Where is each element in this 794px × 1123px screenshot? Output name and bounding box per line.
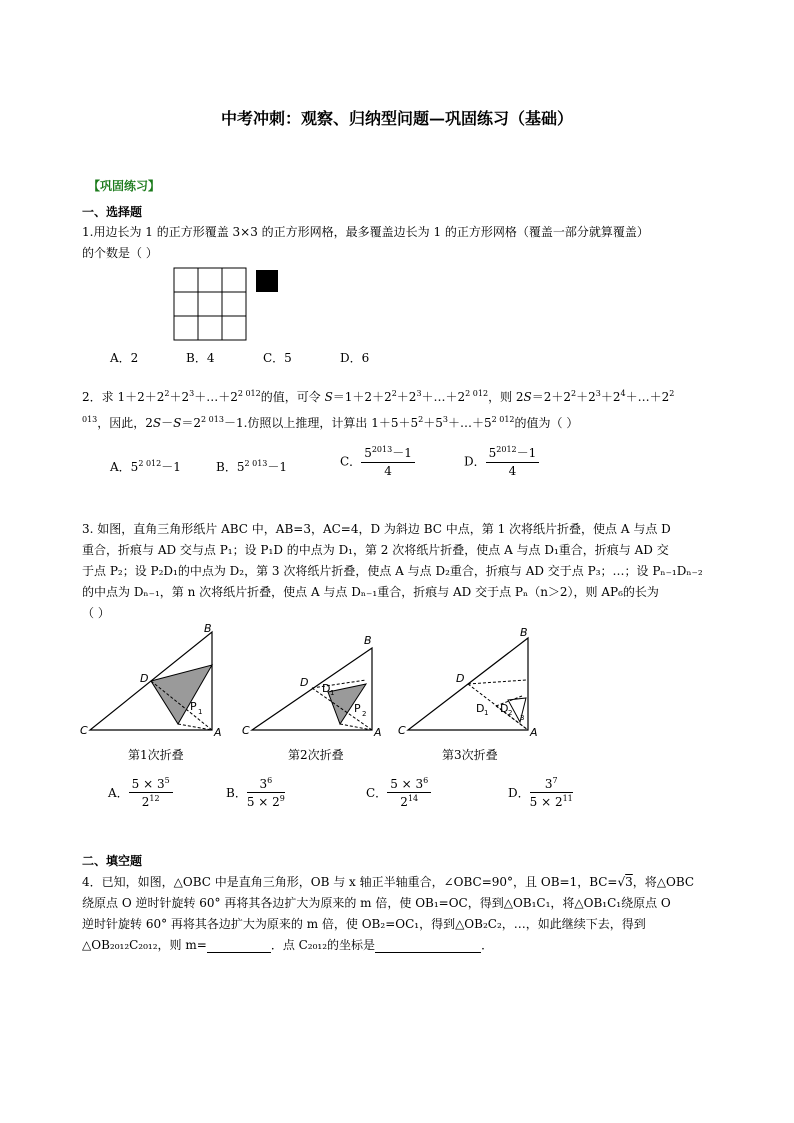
m-answer-blank[interactable] bbox=[207, 938, 271, 953]
q3-line2: 重合，折痕与 AD 交与点 P₁；设 P₁D 的中点为 D₁，第 2 次将纸片折叠，使点 A 与点 D₁重合，折痕与 AD 交 bbox=[82, 543, 669, 557]
svg-text:D: D bbox=[456, 672, 465, 685]
q3-caption-3: 第3次折叠 bbox=[442, 748, 498, 762]
svg-text:D: D bbox=[500, 702, 509, 715]
q3-line5: （ ） bbox=[82, 606, 110, 620]
svg-text:A: A bbox=[374, 726, 382, 739]
q1-option-c: C．5 bbox=[263, 351, 292, 365]
q4-line1: 4．已知，如图，△OBC 中是直角三角形，OB 与 x 轴正半轴重合，∠OBC=90°，且 OB=1，BC=√3，将△OBC bbox=[82, 875, 695, 889]
q3-caption-1: 第1次折叠 bbox=[128, 748, 184, 762]
cover-square bbox=[256, 270, 278, 292]
svg-text:1: 1 bbox=[484, 709, 489, 717]
q3-line3: 于点 P₂；设 P₂D₁的中点为 D₂，第 3 次将纸片折叠，使点 A 与点 D₂重合，折痕与 AD 交于点 P₃；…；设 Pₙ₋₁Dₙ₋₂ bbox=[82, 564, 703, 578]
q3-line4: 的中点为 Dₙ₋₁，第 n 次将纸片折叠，使点 A 与点 Dₙ₋₁重合，折痕与 AD 交于点 Pₙ（n＞2），则 AP₆的长为 bbox=[82, 585, 659, 599]
svg-text:P: P bbox=[190, 700, 197, 713]
q3-option-c: C． $\frac{5 \times 3^6}{2^{14}}$ bbox=[366, 776, 431, 809]
section-fill-heading: 二、填空题 bbox=[82, 854, 143, 868]
q1-option-d: D．6 bbox=[340, 351, 370, 365]
svg-text:C: C bbox=[242, 724, 250, 737]
q2-option-b: B．$5^{2 013}-1$ bbox=[216, 459, 288, 474]
q2-option-c: C． $\frac{5^{2013}-1}{4}$ bbox=[340, 444, 415, 478]
svg-text:B: B bbox=[204, 622, 212, 635]
svg-text:B: B bbox=[364, 634, 372, 647]
q2-line1: 2．求 $1+2+2^2+2^3+\dots+2^{2 012}$的值，可令 $S=1+2+2^2+2^3+\dots+2^{2 012}$，则 $2S=2+2^2+2^3+2^4+\dots+2^2$ bbox=[82, 389, 675, 404]
svg-text:1: 1 bbox=[198, 708, 203, 716]
svg-text:C: C bbox=[398, 724, 406, 737]
fold-figure-3 bbox=[398, 626, 538, 739]
svg-text:3: 3 bbox=[520, 714, 525, 722]
q1-line1: 1.用边长为 1 的正方形覆盖 3×3 的正方形网格，最多覆盖边长为 1 的正方形网格（覆盖一部分就算覆盖） bbox=[82, 225, 649, 239]
svg-text:2: 2 bbox=[362, 710, 367, 718]
svg-text:D: D bbox=[140, 672, 149, 685]
q3-option-b: B． $\frac{3^6}{5 \times 2^9}$ bbox=[226, 776, 285, 809]
q3-caption-2: 第2次折叠 bbox=[288, 748, 344, 762]
q3-fold-figures bbox=[76, 620, 556, 744]
section-tag: 【巩固练习】 bbox=[88, 179, 161, 193]
section-choice-heading: 一、选择题 bbox=[82, 205, 143, 219]
svg-text:D: D bbox=[476, 702, 485, 715]
q4-line3: 逆时针旋转 60° 再将其各边扩大为原来的 m 倍，使 OB₂=OC₁，得到△OB₂C₂，…，如此继续下去，得到 bbox=[82, 917, 646, 931]
q4-line2: 绕原点 O 逆时针旋转 60° 再将其各边扩大为原来的 m 倍，使 OB₁=OC，得到△OB₁C₁，将△OB₁C₁绕原点 O bbox=[82, 896, 671, 910]
svg-text:A: A bbox=[214, 726, 222, 739]
q1-option-b: B．4 bbox=[186, 351, 215, 365]
q1-line2: 的个数是（ ） bbox=[82, 246, 158, 260]
grid-outline bbox=[174, 268, 246, 340]
fold-figure-1 bbox=[80, 622, 222, 739]
q1-grid-figure bbox=[170, 266, 285, 346]
coordinate-answer-blank[interactable] bbox=[375, 938, 481, 953]
sqrt-icon: √ bbox=[617, 875, 626, 889]
svg-text:C: C bbox=[80, 724, 88, 737]
page-title: 中考冲刺：观察、归纳型问题—巩固练习（基础） bbox=[220, 109, 573, 128]
svg-text:1: 1 bbox=[330, 689, 335, 697]
svg-text:2: 2 bbox=[508, 709, 513, 717]
q3-line1: 3. 如图，直角三角形纸片 ABC 中，AB=3，AC=4，D 为斜边 BC 中点，第 1 次将纸片折叠，使点 A 与点 D bbox=[82, 522, 671, 536]
q2-option-d: D． $\frac{5^{2012}-1}{4}$ bbox=[464, 444, 539, 478]
q2-option-a: A．$5^{2 012}-1$ bbox=[110, 459, 181, 474]
svg-text:D: D bbox=[322, 682, 331, 695]
svg-text:D: D bbox=[300, 676, 309, 689]
q4-line4: △OB₂₀₁₂C₂₀₁₂，则 m= ．点 C₂₀₁₂的坐标是 ． bbox=[82, 938, 494, 952]
q3-option-d: D． $\frac{3^7}{5 \times 2^{11}}$ bbox=[508, 776, 573, 809]
fold-figure-2 bbox=[242, 634, 382, 739]
q1-option-a: A．2 bbox=[110, 351, 139, 365]
svg-text:P: P bbox=[354, 702, 361, 715]
svg-text:B: B bbox=[520, 626, 528, 639]
q3-option-a: A． $\frac{5 \times 3^5}{2^{12}}$ bbox=[108, 776, 173, 809]
q2-line2: $^{013}$，因此，$2S-S=2^{2 013}-1$.仿照以上推理，计算出 $1+5+5^2+5^3+\dots+5^{2 012}$的值为（ ） bbox=[82, 415, 579, 430]
svg-text:A: A bbox=[530, 726, 538, 739]
